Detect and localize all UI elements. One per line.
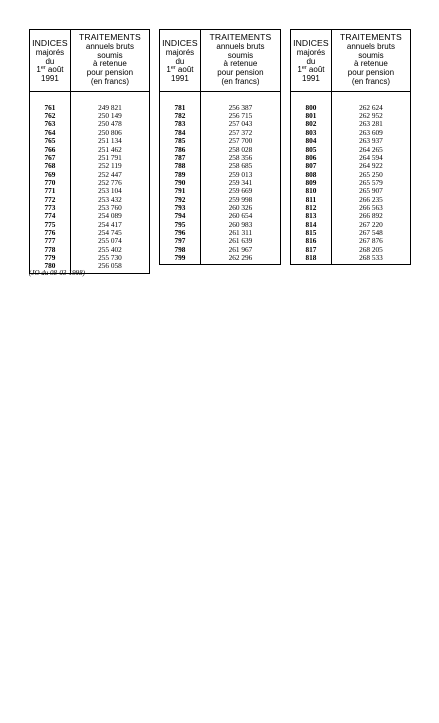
salary-cell: 254 089 (98, 211, 122, 221)
index-cell: 766 (30, 146, 71, 154)
indices-sub1: majorés (35, 47, 65, 57)
salary-cell: 255 074 (98, 236, 122, 246)
index-cell: 808 (291, 171, 332, 179)
indices-sub2: du (306, 56, 316, 66)
trait-sub1: annuels bruts (216, 41, 265, 51)
table-header-row (291, 30, 411, 92)
index-cell: 811 (291, 196, 332, 204)
index-cell: 802 (291, 120, 332, 128)
salary-cell: 259 669 (228, 186, 253, 196)
index-cell: 809 (291, 179, 332, 187)
traitements-header (200, 30, 280, 92)
index-cell: 775 (30, 221, 71, 229)
index-cell: 777 (30, 237, 71, 245)
salary-cell: 265 579 (359, 177, 383, 187)
index-cell: 768 (30, 162, 71, 170)
index-cell: 767 (30, 154, 71, 162)
index-cell: 765 (30, 137, 71, 145)
index-cell: 763 (30, 120, 71, 128)
salary-cell: 256 387 (228, 102, 253, 112)
index-cell: 761 (30, 91, 71, 112)
indices-header (160, 30, 201, 92)
index-cell: 805 (291, 146, 332, 154)
salary-cell: 263 281 (359, 119, 383, 129)
salary-cell: 266 235 (359, 194, 383, 204)
salary-cell: 263 937 (359, 136, 383, 146)
index-cell: 800 (291, 91, 332, 112)
salary-cell: 257 700 (228, 136, 253, 146)
salary-cell: 267 220 (359, 219, 383, 229)
trait-sub5: (en francs) (90, 76, 130, 86)
index-cell: 797 (160, 237, 201, 245)
salary-cell: 264 265 (359, 144, 383, 154)
index-cell: 799 (160, 254, 201, 265)
trait-title: TRAITEMENTS (340, 32, 402, 42)
index-cell: 795 (160, 221, 201, 229)
indices-year: 1991 (171, 74, 189, 84)
salary-cell: 253 432 (98, 194, 122, 204)
trait-sub2: soumis (227, 50, 254, 60)
traitements-header (70, 30, 149, 92)
source-note: (JO du 08-03-1998) (29, 269, 85, 277)
salary-cell: 259 013 (228, 169, 253, 179)
index-cell: 784 (160, 129, 201, 137)
trait-sub4: pour pension (86, 68, 134, 78)
index-cell: 769 (30, 171, 71, 179)
salary-cell: 259 998 (228, 194, 253, 204)
indices-title: INDICES (32, 38, 68, 48)
indices-day: 1 (36, 65, 41, 75)
index-cell: 783 (160, 120, 201, 128)
salary-cell: 266 892 (359, 211, 383, 221)
index-cell: 780 (30, 262, 71, 273)
salary-cell: 261 639 (228, 236, 253, 246)
salary-cell: 253 104 (98, 186, 122, 196)
index-cell: 781 (160, 91, 201, 112)
salary-cell: 258 356 (228, 152, 253, 162)
salary-cell: 260 326 (228, 202, 253, 212)
trait-sub3: à retenue (354, 59, 388, 69)
index-cell: 815 (291, 229, 332, 237)
table-header-row (160, 30, 281, 92)
salary-cell: 258 028 (228, 144, 253, 154)
index-cell: 801 (291, 112, 332, 120)
index-cell: 796 (160, 229, 201, 237)
salary-cell: 261 967 (228, 244, 253, 254)
salary-cell: 262 624 (359, 102, 383, 112)
index-cell: 789 (160, 171, 201, 179)
trait-sub5: (en francs) (221, 76, 260, 86)
salary-table-3 (290, 29, 411, 265)
salary-cell: 267 548 (359, 227, 383, 237)
table-row (291, 91, 411, 112)
index-cell: 788 (160, 162, 201, 170)
table-row (160, 91, 281, 112)
indices-title: INDICES (293, 38, 329, 48)
trait-sub1: annuels bruts (85, 41, 134, 51)
salary-cell: 265 907 (359, 186, 383, 196)
salary-table-1 (29, 29, 150, 274)
trait-sub3: à retenue (93, 59, 127, 69)
indices-month: août (175, 65, 194, 75)
trait-sub1: annuels bruts (346, 41, 395, 51)
index-cell: 764 (30, 129, 71, 137)
index-cell: 779 (30, 254, 71, 262)
indices-title: INDICES (162, 38, 198, 48)
salary-cell: 254 745 (98, 227, 122, 237)
salary-cell: 255 402 (98, 244, 122, 254)
index-cell: 793 (160, 204, 201, 212)
salary-cell: 254 417 (98, 219, 122, 229)
indices-day: 1 (297, 65, 302, 75)
salary-cell: 253 760 (98, 202, 122, 212)
salary-cell: 252 447 (98, 169, 122, 179)
index-cell: 790 (160, 179, 201, 187)
salary-cell: 262 952 (359, 111, 383, 121)
salary-cell: 260 983 (228, 219, 253, 229)
indices-sup: er (40, 65, 46, 72)
index-cell: 773 (30, 204, 71, 212)
index-cell: 812 (291, 204, 332, 212)
index-cell: 778 (30, 246, 71, 254)
salary-cell: 266 563 (359, 202, 383, 212)
indices-sub2: du (175, 56, 185, 66)
indices-sub1: majorés (296, 47, 326, 57)
index-cell: 810 (291, 187, 332, 195)
index-cell: 770 (30, 179, 71, 187)
index-cell: 782 (160, 112, 201, 120)
traitements-header (331, 30, 410, 92)
index-cell: 814 (291, 221, 332, 229)
salary-cell: 250 149 (98, 111, 122, 121)
table-header-row (30, 30, 150, 92)
index-cell: 816 (291, 237, 332, 245)
index-cell: 791 (160, 187, 201, 195)
salary-cell: 252 119 (98, 161, 122, 171)
salary-cell: 258 685 (228, 161, 253, 171)
index-cell: 798 (160, 246, 201, 254)
trait-sub2: soumis (358, 50, 384, 60)
salary-cell: 261 311 (228, 227, 253, 237)
indices-sup: er (301, 65, 307, 72)
salary-table-2 (159, 29, 281, 265)
trait-sub4: pour pension (217, 68, 264, 78)
salary-cell: 263 609 (359, 127, 383, 137)
index-cell: 785 (160, 137, 201, 145)
index-cell: 813 (291, 212, 332, 220)
index-cell: 787 (160, 154, 201, 162)
salary-cell: 268 205 (359, 244, 383, 254)
index-cell: 803 (291, 129, 332, 137)
index-cell: 776 (30, 229, 71, 237)
index-cell: 774 (30, 212, 71, 220)
index-cell: 762 (30, 112, 71, 120)
indices-month: août (306, 65, 325, 75)
trait-sub4: pour pension (347, 68, 395, 78)
salary-cell: 251 134 (98, 136, 122, 146)
salary-cell: 262 296 (228, 252, 253, 262)
indices-sub1: majorés (165, 47, 195, 57)
indices-day: 1 (166, 65, 171, 75)
index-cell: 772 (30, 196, 71, 204)
index-cell: 804 (291, 137, 332, 145)
index-cell: 794 (160, 212, 201, 220)
trait-sub5: (en francs) (351, 76, 391, 86)
index-cell: 806 (291, 154, 332, 162)
trait-sub3: à retenue (223, 59, 258, 69)
salary-cell: 264 922 (359, 161, 383, 171)
salary-cell: 251 791 (98, 152, 122, 162)
index-cell: 807 (291, 162, 332, 170)
salary-cell: 267 876 (359, 236, 383, 246)
salary-cell: 250 478 (98, 119, 122, 129)
salary-cell: 265 250 (359, 169, 383, 179)
salary-cell: 257 372 (228, 127, 253, 137)
index-cell: 817 (291, 246, 332, 254)
salary-cell: 252 776 (98, 177, 122, 187)
trait-sub2: soumis (97, 50, 123, 60)
indices-sub2: du (45, 56, 55, 66)
indices-header (291, 30, 332, 92)
table-row (160, 254, 281, 265)
salary-cell: 264 594 (359, 152, 383, 162)
index-cell: 786 (160, 146, 201, 154)
salary-cell: 255 730 (98, 252, 122, 262)
salary-cell: 250 806 (98, 127, 122, 137)
index-cell: 771 (30, 187, 71, 195)
indices-year: 1991 (302, 74, 320, 84)
salary-cell: 259 341 (228, 177, 253, 187)
indices-header (30, 30, 71, 92)
salary-cell: 257 043 (228, 119, 253, 129)
trait-title: TRAITEMENTS (209, 32, 272, 42)
indices-year: 1991 (41, 74, 59, 84)
salary-cell: 256 058 (98, 261, 122, 271)
indices-month: août (45, 65, 64, 75)
salary-cell: 268 533 (359, 252, 383, 262)
index-cell: 818 (291, 254, 332, 265)
salary-cell: 260 654 (228, 211, 253, 221)
trait-title: TRAITEMENTS (79, 32, 141, 42)
table-row (30, 91, 150, 112)
table-row (291, 254, 411, 265)
salary-cell: 256 715 (228, 111, 253, 121)
salary-cell: 249 821 (98, 102, 122, 112)
index-cell: 792 (160, 196, 201, 204)
indices-sup: er (170, 65, 176, 72)
salary-cell: 251 462 (98, 144, 122, 154)
